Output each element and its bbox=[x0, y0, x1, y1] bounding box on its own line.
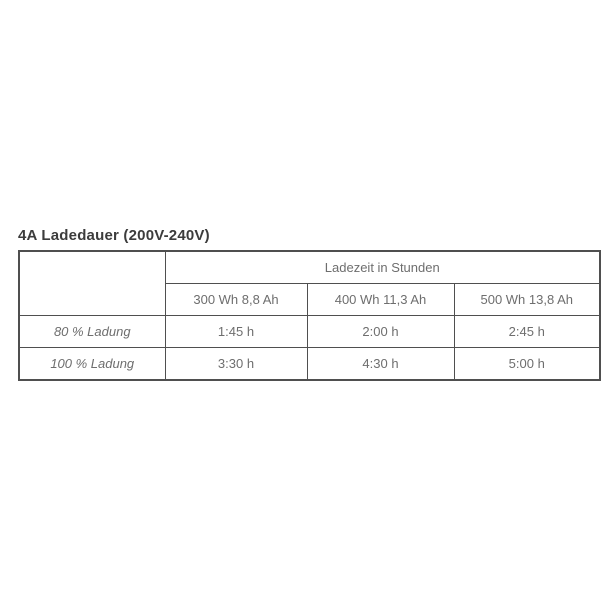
value-100-400wh: 4:30 h bbox=[307, 348, 454, 381]
charging-duration-section bbox=[18, 227, 599, 381]
col-header-500wh: 500 Wh 13,8 Ah bbox=[454, 284, 600, 316]
value-80-500wh: 2:45 h bbox=[454, 316, 600, 348]
value-80-400wh: 2:00 h bbox=[307, 316, 454, 348]
value-100-500wh: 5:00 h bbox=[454, 348, 600, 381]
table-row-group-header bbox=[19, 251, 600, 284]
row-label-100-percent: 100 % Ladung bbox=[19, 348, 165, 381]
charging-time-table bbox=[18, 250, 601, 381]
section-title: 4A Ladedauer (200V-240V) bbox=[18, 227, 210, 244]
table-row-100-percent bbox=[19, 348, 600, 381]
row-label-80-percent: 80 % Ladung bbox=[19, 316, 165, 348]
value-100-300wh: 3:30 h bbox=[165, 348, 307, 381]
group-header-cell: Ladezeit in Stunden bbox=[165, 251, 600, 284]
col-header-300wh: 300 Wh 8,8 Ah bbox=[165, 284, 307, 316]
col-header-400wh: 400 Wh 11,3 Ah bbox=[307, 284, 454, 316]
corner-empty-cell bbox=[19, 251, 165, 316]
table-row-80-percent bbox=[19, 316, 600, 348]
value-80-300wh: 1:45 h bbox=[165, 316, 307, 348]
